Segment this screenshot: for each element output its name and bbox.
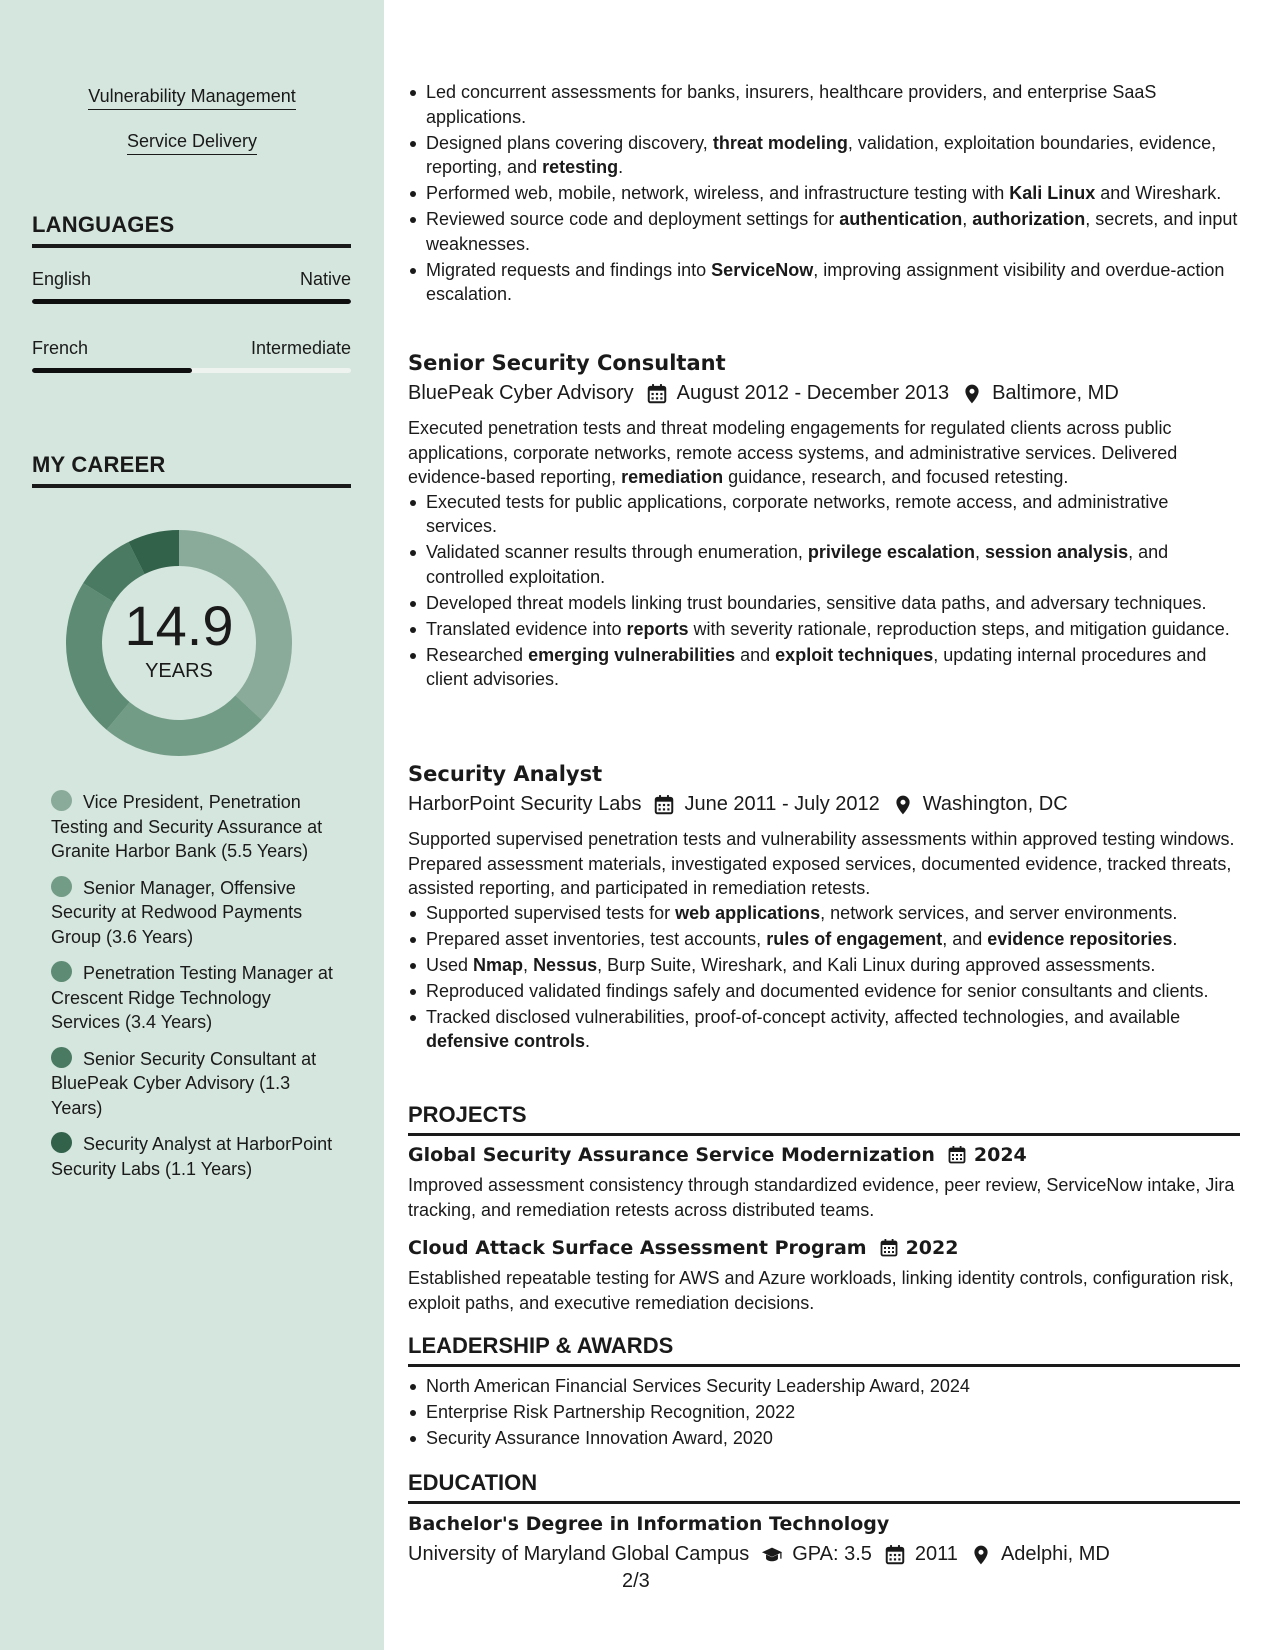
calendar-icon [884,1544,906,1566]
project-description: Improved assessment consistency through standardized evidence, peer review, ServiceNow intake, Jira tracking, and remediation retests across distributed teams. [408,1175,1235,1220]
project-title: Cloud Attack Surface Assessment Program [408,1237,867,1259]
bullet-item: Designed plans covering discovery, threat modeling, validation, exploitation boundaries, evidence, reporting, and retesting. [408,131,1240,180]
language-proficiency-fill [32,368,192,373]
job-meta [408,793,1068,816]
career-legend-item [51,1132,341,1181]
legend-dot [51,961,72,982]
school-location: Adelphi, MD [1000,1543,1110,1565]
bullet-item: Reviewed source code and deployment settings for authentication, authorization, secrets, and input weaknesses. [408,207,1240,256]
skill-tag: Service Delivery [0,131,384,155]
career-total-unit: YEARS [145,659,213,682]
job-meta [408,382,1119,405]
job-summary: Executed penetration tests and threat modeling engagements for regulated clients across public applications, corporate networks, remote access systems, and administrative services. Delivered evidence-based reporting, remediation guidance, research, and focused retesting. [408,418,1178,487]
gpa: GPA: 3.5 [792,1543,872,1565]
calendar-icon [653,794,675,816]
company-name: HarborPoint Security Labs [408,793,642,815]
legend-dot [51,790,72,811]
project-year: 2022 [905,1237,959,1259]
job-location: Baltimore, MD [992,382,1119,404]
calendar-icon [646,383,668,405]
career-donut-center [66,530,292,756]
bullet-item: Supported supervised tests for web applications, network services, and server environments. [408,901,1240,926]
career-legend-label: Senior Manager, Offensive Security at Redwood Payments Group (3.6 Years) [51,877,303,947]
bullet-item: Translated evidence into reports with severity rationale, reproduction steps, and mitigation guidance. [408,617,1240,642]
career-total-years: 14.9 [124,593,234,657]
awards-heading: LEADERSHIP & AWARDS [408,1333,1240,1367]
bullet-list [408,490,1240,692]
degree-title [408,1513,889,1535]
company-name: BluePeak Cyber Advisory [408,382,634,404]
language-name: English [32,269,92,289]
language-name: French [32,338,89,358]
map-pin-icon [970,1544,992,1566]
language-row [32,338,351,359]
bullet-item: Prepared asset inventories, test accounts, rules of engagement, and evidence repositories. [408,927,1240,952]
career-legend-label: Penetration Testing Manager at Crescent Ridge Technology Services (3.4 Years) [51,963,333,1032]
job-location: Washington, DC [922,793,1068,815]
projects-heading: PROJECTS [408,1102,1240,1136]
degree-name: Bachelor's Degree in Information Technology [408,1513,890,1535]
bullet-item: Tracked disclosed vulnerabilities, proof-of-concept activity, affected technologies, and available defensive controls. [408,1005,1240,1054]
bullet-item: Developed threat models linking trust boundaries, sensitive data paths, and adversary techniques. [408,591,1240,616]
project-title: Global Security Assurance Service Modernization [408,1144,935,1166]
job-dates: June 2011 - July 2012 [684,793,880,815]
bullet-list [408,1374,1240,1451]
project-title-row [408,1237,958,1259]
career-legend-label: Vice President, Penetration Testing and Security Assurance at Granite Harbor Bank (5.5 Years) [51,792,323,861]
career-legend-label: Senior Security Consultant at BluePeak Cyber Advisory (1.3 Years) [51,1048,317,1118]
bullet-list [408,901,1240,1054]
bullet-item: Executed tests for public applications, corporate networks, remote access, and administrative services. [408,490,1240,539]
project-title-row [408,1144,1027,1166]
sidebar [0,0,384,1650]
job-summary: Supported supervised penetration tests and vulnerability assessments within approved testing windows. Prepared assessment materials, investigated exposed services, documented evidence, tracked threats, assisted reporting, and participated in remediation retests. [408,829,1235,898]
previous-job-bullets [408,80,1240,307]
job-title: Senior Security Consultant [408,351,726,375]
map-pin-icon [961,383,983,405]
language-proficiency-bar [32,299,351,304]
language-proficiency-fill [32,299,351,304]
language-row [32,269,351,290]
education-meta [408,1543,1110,1566]
graduation-year: 2011 [914,1543,958,1565]
skill-tag: Vulnerability Management [0,86,384,110]
map-pin-icon [892,794,914,816]
page-number: 2/3 [622,1570,650,1592]
school-name: University of Maryland Global Campus [408,1543,750,1565]
job-title: Security Analyst [408,762,603,786]
bullet-item: Security Assurance Innovation Award, 2020 [408,1426,1240,1451]
career-legend [51,790,341,1193]
bullet-item: Enterprise Risk Partnership Recognition, 2022 [408,1400,1240,1425]
career-legend-item [51,1047,341,1121]
career-legend-label: Security Analyst at HarborPoint Security Labs (1.1 Years) [51,1134,333,1179]
legend-dot [51,1047,72,1068]
language-level: Intermediate [250,338,351,358]
language-level: Native [299,269,351,289]
bullet-item: Reproduced validated findings safely and documented evidence for senior consultants and clients. [408,979,1240,1004]
calendar-icon [879,1238,899,1258]
career-heading: MY CAREER [32,452,351,488]
education-heading: EDUCATION [408,1470,1240,1504]
bullet-item: North American Financial Services Security Leadership Award, 2024 [408,1374,1240,1399]
career-legend-item [51,876,341,950]
career-legend-item [51,961,341,1035]
graduation-cap-icon [761,1544,783,1566]
bullet-item: Validated scanner results through enumeration, privilege escalation, session analysis, and controlled exploitation. [408,540,1240,589]
languages-heading: LANGUAGES [32,212,351,248]
language-proficiency-bar [32,368,351,373]
legend-dot [51,1132,72,1153]
bullet-item: Researched emerging vulnerabilities and exploit techniques, updating internal procedures and client advisories. [408,643,1240,692]
bullet-item: Migrated requests and findings into ServiceNow, improving assignment visibility and overdue-action escalation. [408,258,1240,307]
project-description: Established repeatable testing for AWS and Azure workloads, linking identity controls, configuration risk, exploit paths, and executive remediation decisions. [408,1268,1234,1313]
calendar-icon [947,1145,967,1165]
bullet-list [408,80,1240,307]
main-content [408,0,1240,1650]
job-dates: August 2012 - December 2013 [676,382,950,404]
bullet-item: Used Nmap, Nessus, Burp Suite, Wireshark, and Kali Linux during approved assessments. [408,953,1240,978]
legend-dot [51,876,72,897]
project-year: 2024 [973,1144,1027,1166]
awards-list [408,1374,1240,1451]
bullet-item: Performed web, mobile, network, wireless, and infrastructure testing with Kali Linux and Wireshark. [408,181,1240,206]
bullet-item: Led concurrent assessments for banks, insurers, healthcare providers, and enterprise SaaS applications. [408,80,1240,129]
job-description [408,827,1240,1054]
career-legend-item [51,790,341,864]
job-description [408,416,1240,692]
